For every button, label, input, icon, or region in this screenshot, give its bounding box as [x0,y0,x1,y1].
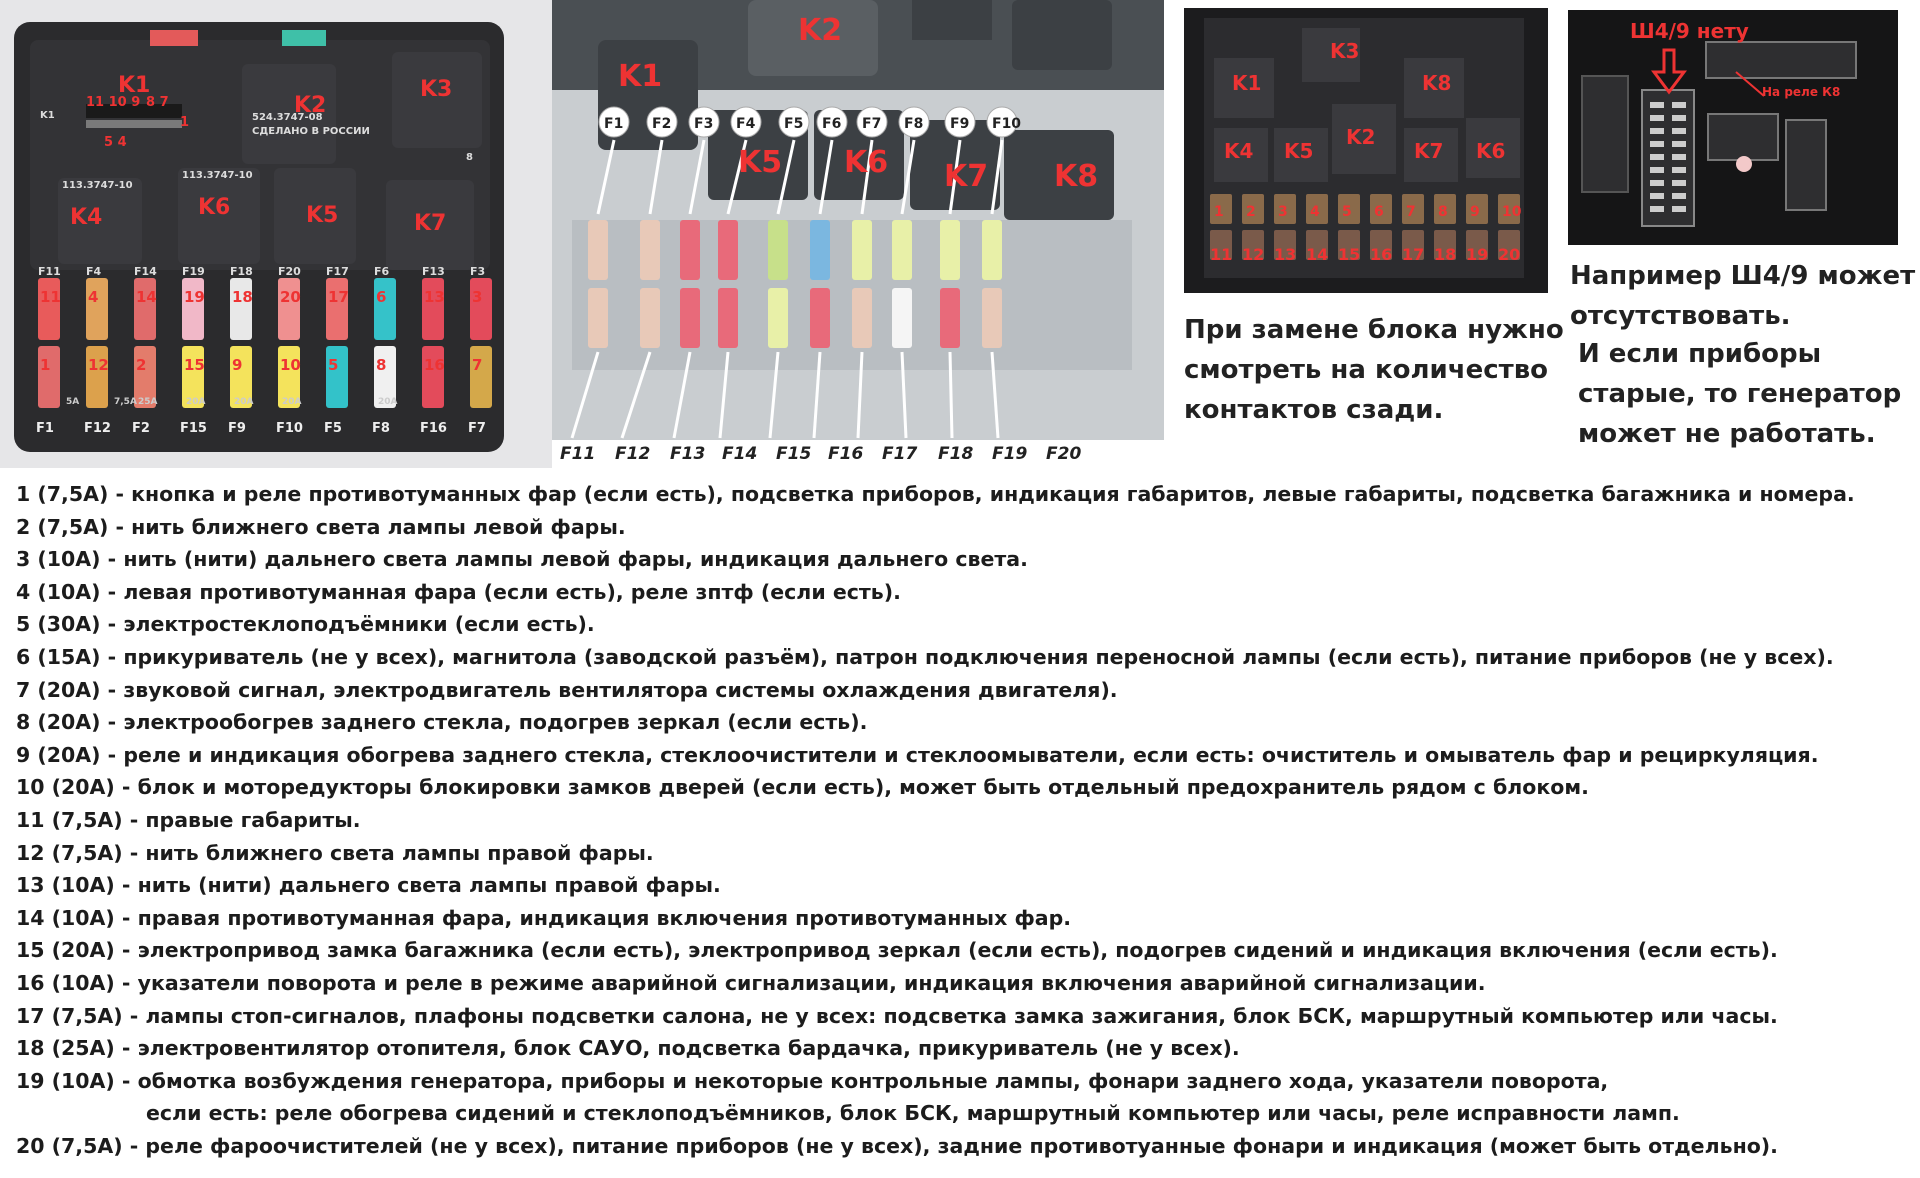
list-item: 10 (20А) - блок и моторедукторы блокировки замков дверей (если есть), может быть отдельный предохранитель рядом с блоком. [16,775,1589,800]
list-item: 11 (7,5А) - правые габариты. [16,807,361,832]
fuse [892,288,912,348]
fuse-box-photo-3 [1184,8,1548,293]
fuse-number: 10 [280,356,301,374]
list-item: 17 (7,5А) - лампы стоп-сигналов, плафоны подсветки салона, не у всех: подсветка замка зажигания, блок БСК, маршрутный компьютер или часы. [16,1003,1778,1028]
fuse-slot-label: F18 [230,265,253,278]
fuse-slot-label: F6 [374,265,390,278]
fuse-number: 2 [1246,204,1256,220]
list-item: 16 (10А) - указатели поворота и реле в режиме аварийной сигнализации, индикация включения аварийной сигнализации. [16,970,1486,995]
fuse-slot-label: F7 [468,421,486,436]
list-item-continuation: если есть: реле обогрева сидений и стеклоподъёмников, блок БСК, маршрутный компьютер или часы, реле исправности ламп. [146,1101,1680,1126]
connector-pin [1650,167,1664,173]
fuse-callout-label: F9 [950,116,970,132]
relay-k3-label: K3 [1330,39,1360,63]
amp-label: 20A [378,397,398,407]
list-item: 4 (10А) - левая противотуманная фара (если есть), реле зптф (если есть). [16,579,901,604]
fuse-number: 6 [1374,204,1384,220]
fuse-number: 18 [1434,245,1457,264]
fuse-number: 14 [136,288,157,306]
fuse-number: 17 [1402,245,1425,264]
fuse-slot-label: F9 [228,421,246,436]
relay-k6-label: K6 [1476,139,1506,163]
fuse [892,220,912,280]
fuse-bottom-label: F18 [938,444,974,464]
fuse [680,220,700,280]
note-replacement [1184,310,1564,430]
fuse-number: 4 [88,288,99,306]
fuse-bottom-label: F11 [560,444,596,464]
relay-k1-label: K1 [118,73,151,98]
fuse-number: 2 [136,356,147,374]
list-item: 19 (10А) - обмотка возбуждения генератора, приборы и некоторые контрольные лампы, фонари заднего хода, указатели поворота, [16,1068,1609,1093]
fuse-number: 10 [1502,204,1522,220]
connector-pin [1650,102,1664,108]
connector-pin [1672,154,1686,160]
fuse-callout-label: F4 [736,116,756,132]
fuse-callout-label: F7 [862,116,882,132]
list-item: 7 (20А) - звуковой сигнал, электродвигатель вентилятора системы охлаждения двигателя). [16,677,1118,702]
fuse [768,288,788,348]
fuse-number: 8 [1438,204,1448,220]
list-item: 18 (25А) - электровентилятор отопителя, блок САУО, подсветка бардачка, прикуриватель (не у всех). [16,1036,1240,1061]
fuse-bottom-label: F19 [992,444,1028,464]
relay-k2-part-no: 524.3747-08 [252,112,323,123]
fuse-callout-label: F3 [694,116,714,132]
fuse-number: 7 [1406,204,1416,220]
fuse-number: 20 [280,288,301,306]
connector-pin [1650,193,1664,199]
list-item: 2 (7,5А) - нить ближнего света лампы левой фары. [16,514,626,539]
fuse-number: 15 [1338,245,1361,264]
note-line: отсутствовать. [1570,301,1791,331]
fuse-slot-label: F17 [326,265,349,278]
fuse-slot-label: F11 [38,265,61,278]
fuse-number: 5 [328,356,339,374]
amp-label: 20A [282,397,302,407]
connector-pin [1672,167,1686,173]
fuse-box-photo-2 [552,0,1164,440]
note-line: смотреть на количество [1184,355,1549,385]
relay-k4-label: K4 [70,205,103,230]
connector-pin [1650,206,1664,212]
amp-label: 7,5A [114,397,137,407]
fuse-callout-label: F1 [604,116,624,132]
fuse-bottom-label: F16 [828,444,864,464]
connector-pin [1650,154,1664,160]
list-item: 14 (10А) - правая противотуманная фара, индикация включения противотуманных фар. [16,905,1072,930]
fuse [810,288,830,348]
note-line: При замене блока нужно [1184,315,1564,345]
fuse-number: 17 [328,288,349,306]
fuse-bottom-label: F20 [1046,444,1082,464]
fuse [640,288,660,348]
fuse-number: 3 [472,288,483,306]
fuse-number: 19 [1466,245,1489,264]
fuse-number: 11 [1210,245,1233,264]
list-item: 9 (20А) - реле и индикация обогрева заднего стекла, стеклоочистители и стеклоомыватели, если есть: очиститель и омыватель фар и рециркуляция. [16,742,1819,767]
fuse-callout-label: F6 [822,116,842,132]
k1-pin-label-a: 11 10 9 [86,95,141,110]
fuse-number: 6 [376,288,387,306]
fuse-slot-label: F14 [134,265,157,278]
relay-k3-label: K3 [420,77,453,102]
relay-k5-label: K5 [1284,139,1314,163]
connector-photo [1568,10,1898,245]
fuse-number: 15 [184,356,205,374]
fuse-number: 14 [1306,245,1329,264]
fuse-callout-label: F5 [784,116,804,132]
list-item: 20 (7,5А) - реле фароочистителей (не у всех), питание приборов (не у всех), задние противотуанные фонари и индикация (может быть отдельно). [16,1133,1778,1158]
relay-k5-label: K5 [738,145,783,180]
fuse [768,220,788,280]
k1-pin-label-c: 1 [180,115,190,130]
connector-pin [1650,180,1664,186]
connector-pin [1672,193,1686,199]
relay-k2-label: K2 [294,93,327,118]
amp-label: 20A [234,397,254,407]
connector-pin [1650,141,1664,147]
relay-k2-label: K2 [1346,125,1376,149]
fuse-slot-label: F20 [278,265,301,278]
connector-pin [1650,128,1664,134]
fuse [810,220,830,280]
list-item: 15 (20А) - электропривод замка багажника (если есть), электропривод зеркал (если есть), подогрев сидений и индикация включения (если есть). [16,938,1778,963]
fuse-bottom-label: F15 [776,444,812,464]
relay-k6-part-no: 113.3747-10 [182,170,253,181]
fuse-slot-label: F12 [84,421,111,436]
fuse-number: 7 [472,356,483,374]
fuse-box-1-drawing [0,0,552,468]
relay-k7-label: K7 [414,211,447,236]
fuse [940,288,960,348]
list-item: 12 (7,5А) - нить ближнего света лампы правой фары. [16,840,654,865]
fuse-number: 1 [40,356,51,374]
fuse-description-list [16,478,1916,1162]
fuse-bottom-label: F14 [722,444,758,464]
fuse-number: 1 [1214,204,1224,220]
fuse-number: 5 [1342,204,1352,220]
fuse-bottom-label: F17 [882,444,918,464]
fuse-number: 12 [1242,245,1265,264]
fuse-bottom-labels [560,444,1120,470]
fuse-slot-label: F2 [132,421,150,436]
relay-k5-label: K5 [306,203,339,228]
fuse [588,220,608,280]
list-item: 3 (10А) - нить (нити) дальнего света лампы левой фары, индикация дальнего света. [16,547,1028,572]
relay-k7-label: K7 [1414,139,1444,163]
relay-k1-label: K1 [618,59,663,94]
fuse-callout-label: F10 [992,116,1022,132]
fuse [680,288,700,348]
fuse-number: 3 [1278,204,1288,220]
note-line: может не работать. [1578,419,1876,449]
connector-pin [1672,180,1686,186]
fuse-number: 19 [184,288,205,306]
fuse [852,288,872,348]
fuse-slot-label: F8 [372,421,390,436]
relay-k1-label: K1 [1232,71,1262,95]
fuse-slot-label: F4 [86,265,102,278]
note-line: И если приборы [1578,339,1822,369]
fuse-number: 16 [1370,245,1393,264]
note-generator [1578,334,1901,454]
fuse [640,220,660,280]
fuse-number: 11 [40,288,61,306]
fuse-slot-label: F19 [182,265,205,278]
fuse [940,220,960,280]
fuse [982,220,1002,280]
relay-k4-part-no: 113.3747-10 [62,180,133,191]
relay-k4-label: K4 [1224,139,1254,163]
fuse-bottom-label: F13 [670,444,706,464]
connector-drawing [1568,10,1898,245]
fuse-slot-label: F5 [324,421,342,436]
to-relay-label: На реле К8 [1762,85,1841,99]
fuse-number: 16 [424,356,445,374]
fuse-number: 18 [232,288,253,306]
fuse-slot-label: F16 [420,421,447,436]
connector-pin [1650,115,1664,121]
fuse-slot-label: F10 [276,421,303,436]
fuse-number: 9 [1470,204,1480,220]
fuse-slot-label: F3 [470,265,486,278]
fuse [718,220,738,280]
fuse-number: 12 [88,356,109,374]
fuse-number: 8 [376,356,387,374]
note-line: контактов сзади. [1184,395,1444,425]
amp-label: 20A [186,397,206,407]
list-item: 13 (10А) - нить (нити) дальнего света лампы правой фары. [16,873,721,898]
arrow [950,352,952,438]
fuse-callout-label: F8 [904,116,924,132]
list-item: 8 (20А) - электрообогрев заднего стекла, подогрев зеркал (если есть). [16,710,868,735]
fuse [588,288,608,348]
fuse-number: 13 [1274,245,1297,264]
fuse-slot-label: F13 [422,265,445,278]
fuse-bottom-label: F12 [615,444,651,464]
relay-k7-label: K7 [944,159,989,194]
note-line: Например Ш4/9 может [1570,261,1916,291]
note-line: старые, то генератор [1578,379,1902,409]
amp-label: 25A [138,397,158,407]
fuse-slot-label: F15 [180,421,207,436]
fuse [852,220,872,280]
k1-pin-label-d: 5 4 [104,135,127,150]
k1-mark: K1 [40,110,55,121]
fuse [718,288,738,348]
k3-pin-mark: 8 [466,152,473,163]
relay-k8-label: K8 [1422,71,1452,95]
relay-k2-label: K2 [798,13,843,48]
list-item: 5 (30А) - электростеклоподъёмники (если есть). [16,612,595,637]
list-item: 1 (7,5А) - кнопка и реле противотуманных фар (если есть), подсветка приборов, индикация габаритов, левые габариты, подсветка багажника и номера. [16,482,1855,506]
amp-label: 5A [66,397,80,407]
fuse-number: 9 [232,356,243,374]
fuse-number: 20 [1498,245,1521,264]
note-missing-pin [1570,256,1915,336]
fuse-box-photo-1 [0,0,552,468]
fuse-callout-label: F2 [652,116,672,132]
fuse-slot-label: F1 [36,421,54,436]
fuse-number: 4 [1310,204,1320,220]
connector-pin [1672,206,1686,212]
list-item: 6 (15А) - прикуриватель (не у всех), магнитола (заводской разъём), патрон подключения переносной лампы (если есть), питание приборов (не у всех). [16,644,1834,669]
fuse-number: 13 [424,288,445,306]
connector-pin [1672,128,1686,134]
relay-k6-label: K6 [198,195,231,220]
relay-k8-label: K8 [1054,159,1099,194]
connector-pin [1672,141,1686,147]
fuse-box-2-drawing [552,0,1164,440]
fuse-box-3-drawing [1184,8,1548,293]
relay-k6-label: K6 [844,145,889,180]
connector-pin [1672,102,1686,108]
relay-k2-made-in: СДЕЛАНО В РОССИИ [252,126,370,137]
fuse [982,288,1002,348]
connector-pin [1672,115,1686,121]
missing-pin-label: Ш4/9 нету [1630,19,1749,43]
k1-pin-label-b: 8 7 [146,95,169,110]
